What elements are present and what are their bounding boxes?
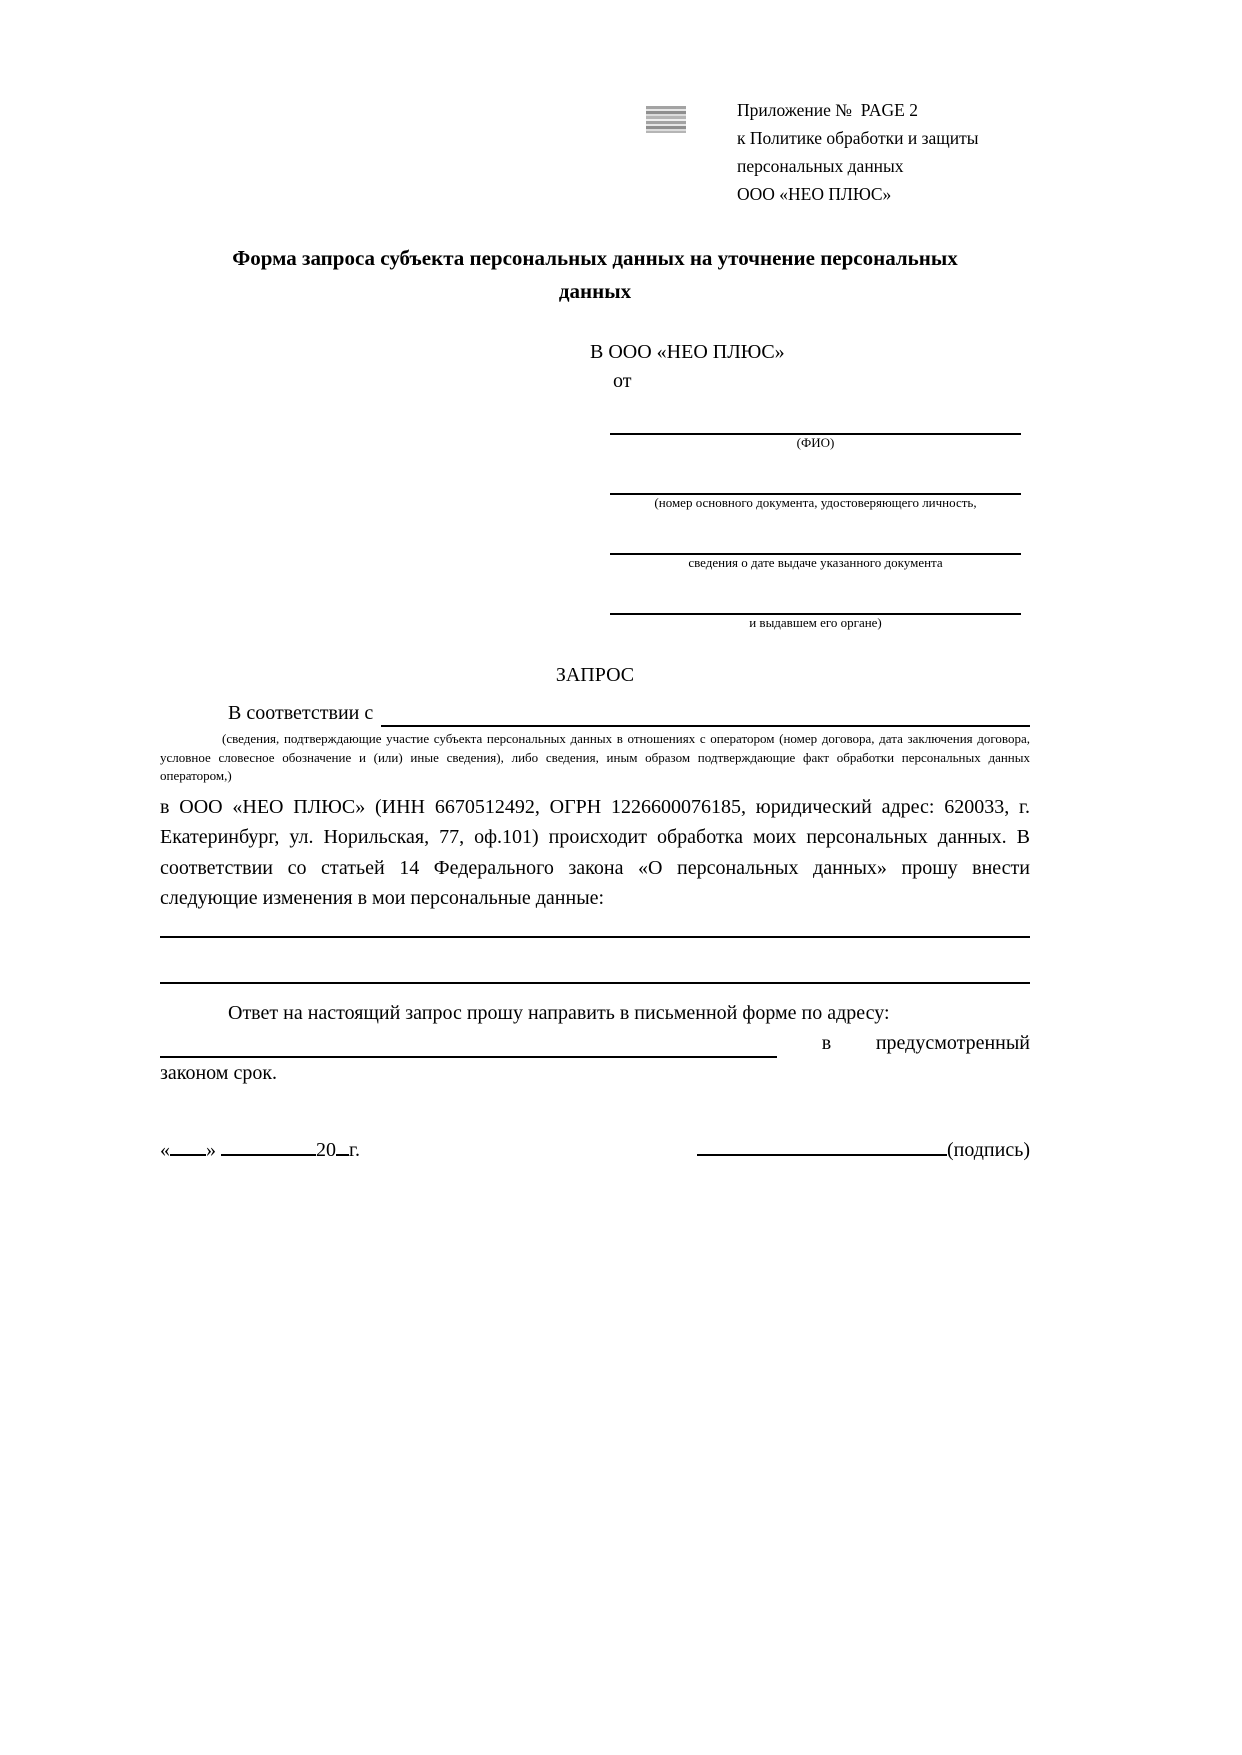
- date-line: [160, 1134, 360, 1164]
- fill-in-line-fio[interactable]: [610, 396, 1021, 435]
- intro-row: [160, 699, 1030, 727]
- date-year-suffix: г.: [349, 1138, 360, 1161]
- date-year-blank[interactable]: [336, 1134, 349, 1156]
- addressee-fields: [610, 396, 1021, 632]
- appendix-line-4: ООО «НЕО ПЛЮС»: [737, 184, 892, 204]
- intro-text: В соответствии с: [228, 702, 374, 724]
- date-open-quote: «: [160, 1138, 170, 1161]
- date-year: 20: [316, 1138, 336, 1161]
- appendix-block: [737, 96, 1030, 208]
- appendix-line-2: к Политике обработки и защиты: [737, 128, 979, 148]
- reply-sentence: Ответ на настоящий запрос прошу направить в письменной форме по адресу:: [228, 1001, 890, 1024]
- signature-group: [697, 1134, 1030, 1164]
- reply-tail: законом срок.: [160, 1061, 278, 1084]
- date-month-blank[interactable]: [221, 1134, 316, 1156]
- fill-in-line-address[interactable]: [160, 1028, 777, 1058]
- fill-in-line-issue-date[interactable]: [610, 512, 1021, 555]
- fill-in-line-document-number[interactable]: [610, 452, 1021, 495]
- date-close-quote: »: [206, 1138, 216, 1161]
- footer-row: [160, 1134, 1030, 1164]
- signature-caption: (подпись): [946, 1138, 1030, 1161]
- field-issue-date: [610, 512, 1021, 572]
- addressee-block: [590, 338, 1030, 396]
- fill-in-line-changes-1[interactable]: [160, 914, 1030, 938]
- reply-word-v: в: [821, 1031, 832, 1054]
- body-paragraph: в ООО «НЕО ПЛЮС» (ИНН 6670512492, ОГРН 1226600076185, юридический адрес: 620033, г. Екатеринбург, ул. Норильская, 77, оф.101) происходит обработка моих персональных данных. В соответствии со статьей 14 Федерального закона «О персональных данных» прошу внести следующие изменения в мои персональные данные:: [160, 795, 1030, 909]
- fill-in-line-basis[interactable]: [381, 699, 1030, 727]
- fill-in-line-issuing-authority[interactable]: [610, 572, 1021, 615]
- document-title: Форма запроса субъекта персональных данных на уточнение персональных данных: [232, 246, 958, 303]
- image-placeholder-icon: [646, 106, 686, 133]
- field-fio: [610, 396, 1021, 452]
- signature-line[interactable]: [697, 1134, 947, 1156]
- reply-word-predusmotrenny: предусмотренный: [875, 1031, 1030, 1054]
- field-caption-document-number: (номер основного документа, удостоверяющего личность,: [654, 495, 977, 510]
- header-block: [160, 0, 1030, 214]
- appendix-line-1: Приложение № PAGE 2: [737, 100, 918, 120]
- field-caption-issuing-authority: и выдавшем его органе): [749, 615, 882, 630]
- request-heading: ЗАПРОС: [555, 664, 635, 686]
- date-day-blank[interactable]: [170, 1134, 206, 1156]
- field-caption-fio: (ФИО): [796, 435, 835, 450]
- reply-address-row: [160, 1028, 1030, 1058]
- field-caption-issue-date: сведения о дате выдаче указанного документа: [688, 555, 943, 570]
- note-text: (сведения, подтверждающие участие субъекта персональных данных в отношениях с оператором (номер договора, дата заключения договора, условное словесное обозначение и (или) иные сведения), либо сведения, иным образом подтверждающие факт обработки персональных данных оператором,): [160, 731, 1030, 783]
- addressee-org: В ООО «НЕО ПЛЮС»: [590, 341, 785, 363]
- from-label: от: [613, 370, 632, 392]
- field-issuing-authority: [610, 572, 1021, 632]
- document-content: [160, 0, 1030, 1164]
- appendix-line-3: персональных данных: [737, 156, 904, 176]
- fill-in-line-changes-2[interactable]: [160, 938, 1030, 984]
- field-document-number: [610, 452, 1021, 512]
